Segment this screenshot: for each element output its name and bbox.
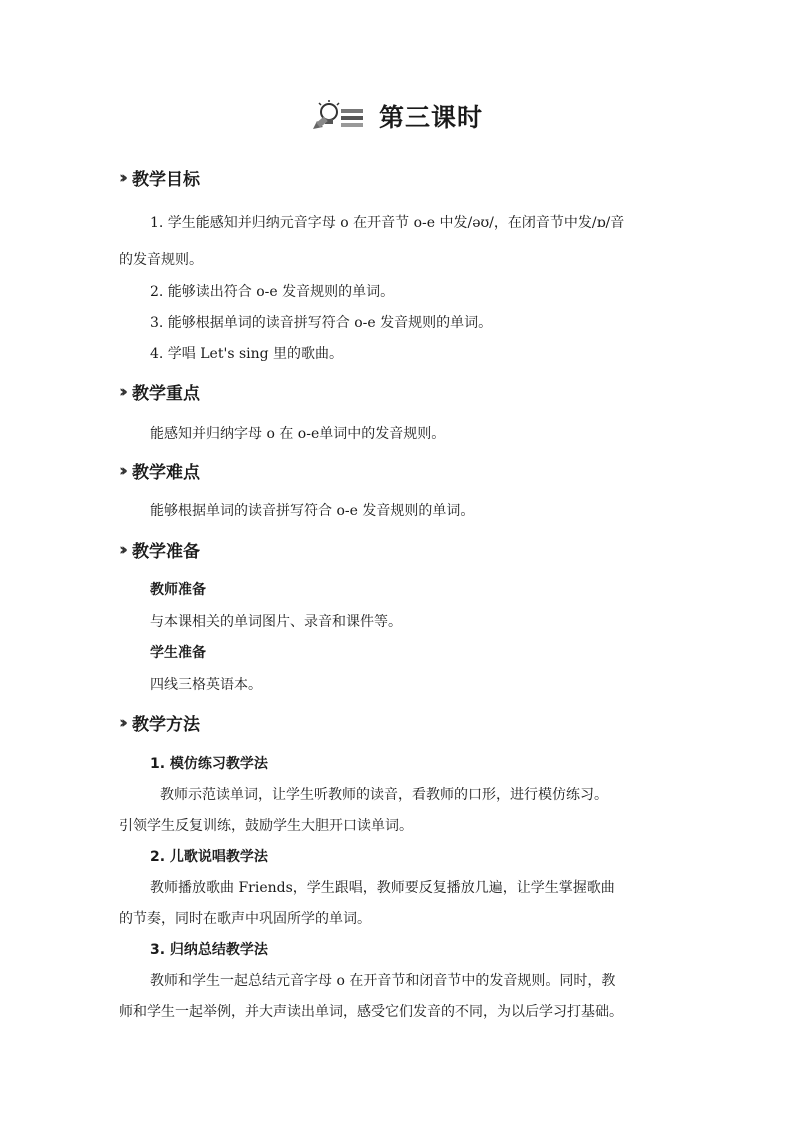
heading-methods xyxy=(119,710,200,735)
key-points-text: 能感知并归纳字母 o 在 o-e单词中的发音规则。 xyxy=(150,426,446,442)
student-prep-text: 四线三格英语本。 xyxy=(150,677,262,693)
page-title: 第三课时 xyxy=(378,103,483,132)
double-chevron-icon: ›› xyxy=(119,460,124,481)
heading-objectives xyxy=(119,165,200,190)
heading-preparation xyxy=(119,537,200,562)
objective-1-line-2: 的发音规则。 xyxy=(119,252,203,268)
difficulties-text: 能够根据单词的读音拼写符合 o-e 发音规则的单词。 xyxy=(150,503,475,519)
double-chevron-icon: ›› xyxy=(119,712,124,733)
heading-objectives-text: 教学目标 xyxy=(132,170,201,190)
title-block xyxy=(0,98,794,134)
double-chevron-icon: ›› xyxy=(119,381,124,402)
teacher-prep-label: 教师准备 xyxy=(150,582,206,598)
double-chevron-icon: ›› xyxy=(119,539,124,560)
method-2-line-2: 的节奏，同时在歌声中巩固所学的单词。 xyxy=(119,911,371,927)
heading-key-points-text: 教学重点 xyxy=(132,384,201,404)
objective-1-line-1: 1. 学生能感知并归纳元音字母 o 在开音节 o-e 中发/əʊ/，在闭音节中发/ɒ/音 xyxy=(150,215,625,231)
double-chevron-icon: ›› xyxy=(119,167,124,188)
teacher-prep-text: 与本课相关的单词图片、录音和课件等。 xyxy=(150,614,402,630)
student-prep-label: 学生准备 xyxy=(150,645,206,661)
objective-4: 4. 学唱 Let's sing 里的歌曲。 xyxy=(150,346,344,362)
method-3-line-1: 教师和学生一起总结元音字母 o 在开音节和闭音节中的发音规则。同时，教 xyxy=(150,973,616,989)
method-3-label: 3. 归纳总结教学法 xyxy=(150,942,268,958)
heading-preparation-text: 教学准备 xyxy=(132,542,201,562)
method-1-line-2: 引领学生反复训练，鼓励学生大胆开口读单词。 xyxy=(119,818,413,834)
method-1-label: 1. 模仿练习教学法 xyxy=(150,756,268,772)
heading-key-points xyxy=(119,379,200,404)
heading-difficulties-text: 教学难点 xyxy=(132,463,201,483)
method-2-label: 2. 儿歌说唱教学法 xyxy=(150,849,268,865)
heading-methods-text: 教学方法 xyxy=(132,715,201,735)
heading-difficulties xyxy=(119,458,200,483)
objective-2: 2. 能够读出符合 o-e 发音规则的单词。 xyxy=(150,284,395,300)
method-3-line-2: 师和学生一起举例，并大声读出单词，感受它们发音的不同，为以后学习打基础。 xyxy=(119,1004,623,1020)
method-1-line-1: 教师示范读单词，让学生听教师的读音，看教师的口形，进行模仿练习。 xyxy=(160,787,608,803)
method-2-line-1: 教师播放歌曲 Friends，学生跟唱，教师要反复播放几遍，让学生掌握歌曲 xyxy=(150,880,615,896)
lightbulb-pencil-icon xyxy=(311,99,365,133)
objective-3: 3. 能够根据单词的读音拼写符合 o-e 发音规则的单词。 xyxy=(150,315,493,331)
